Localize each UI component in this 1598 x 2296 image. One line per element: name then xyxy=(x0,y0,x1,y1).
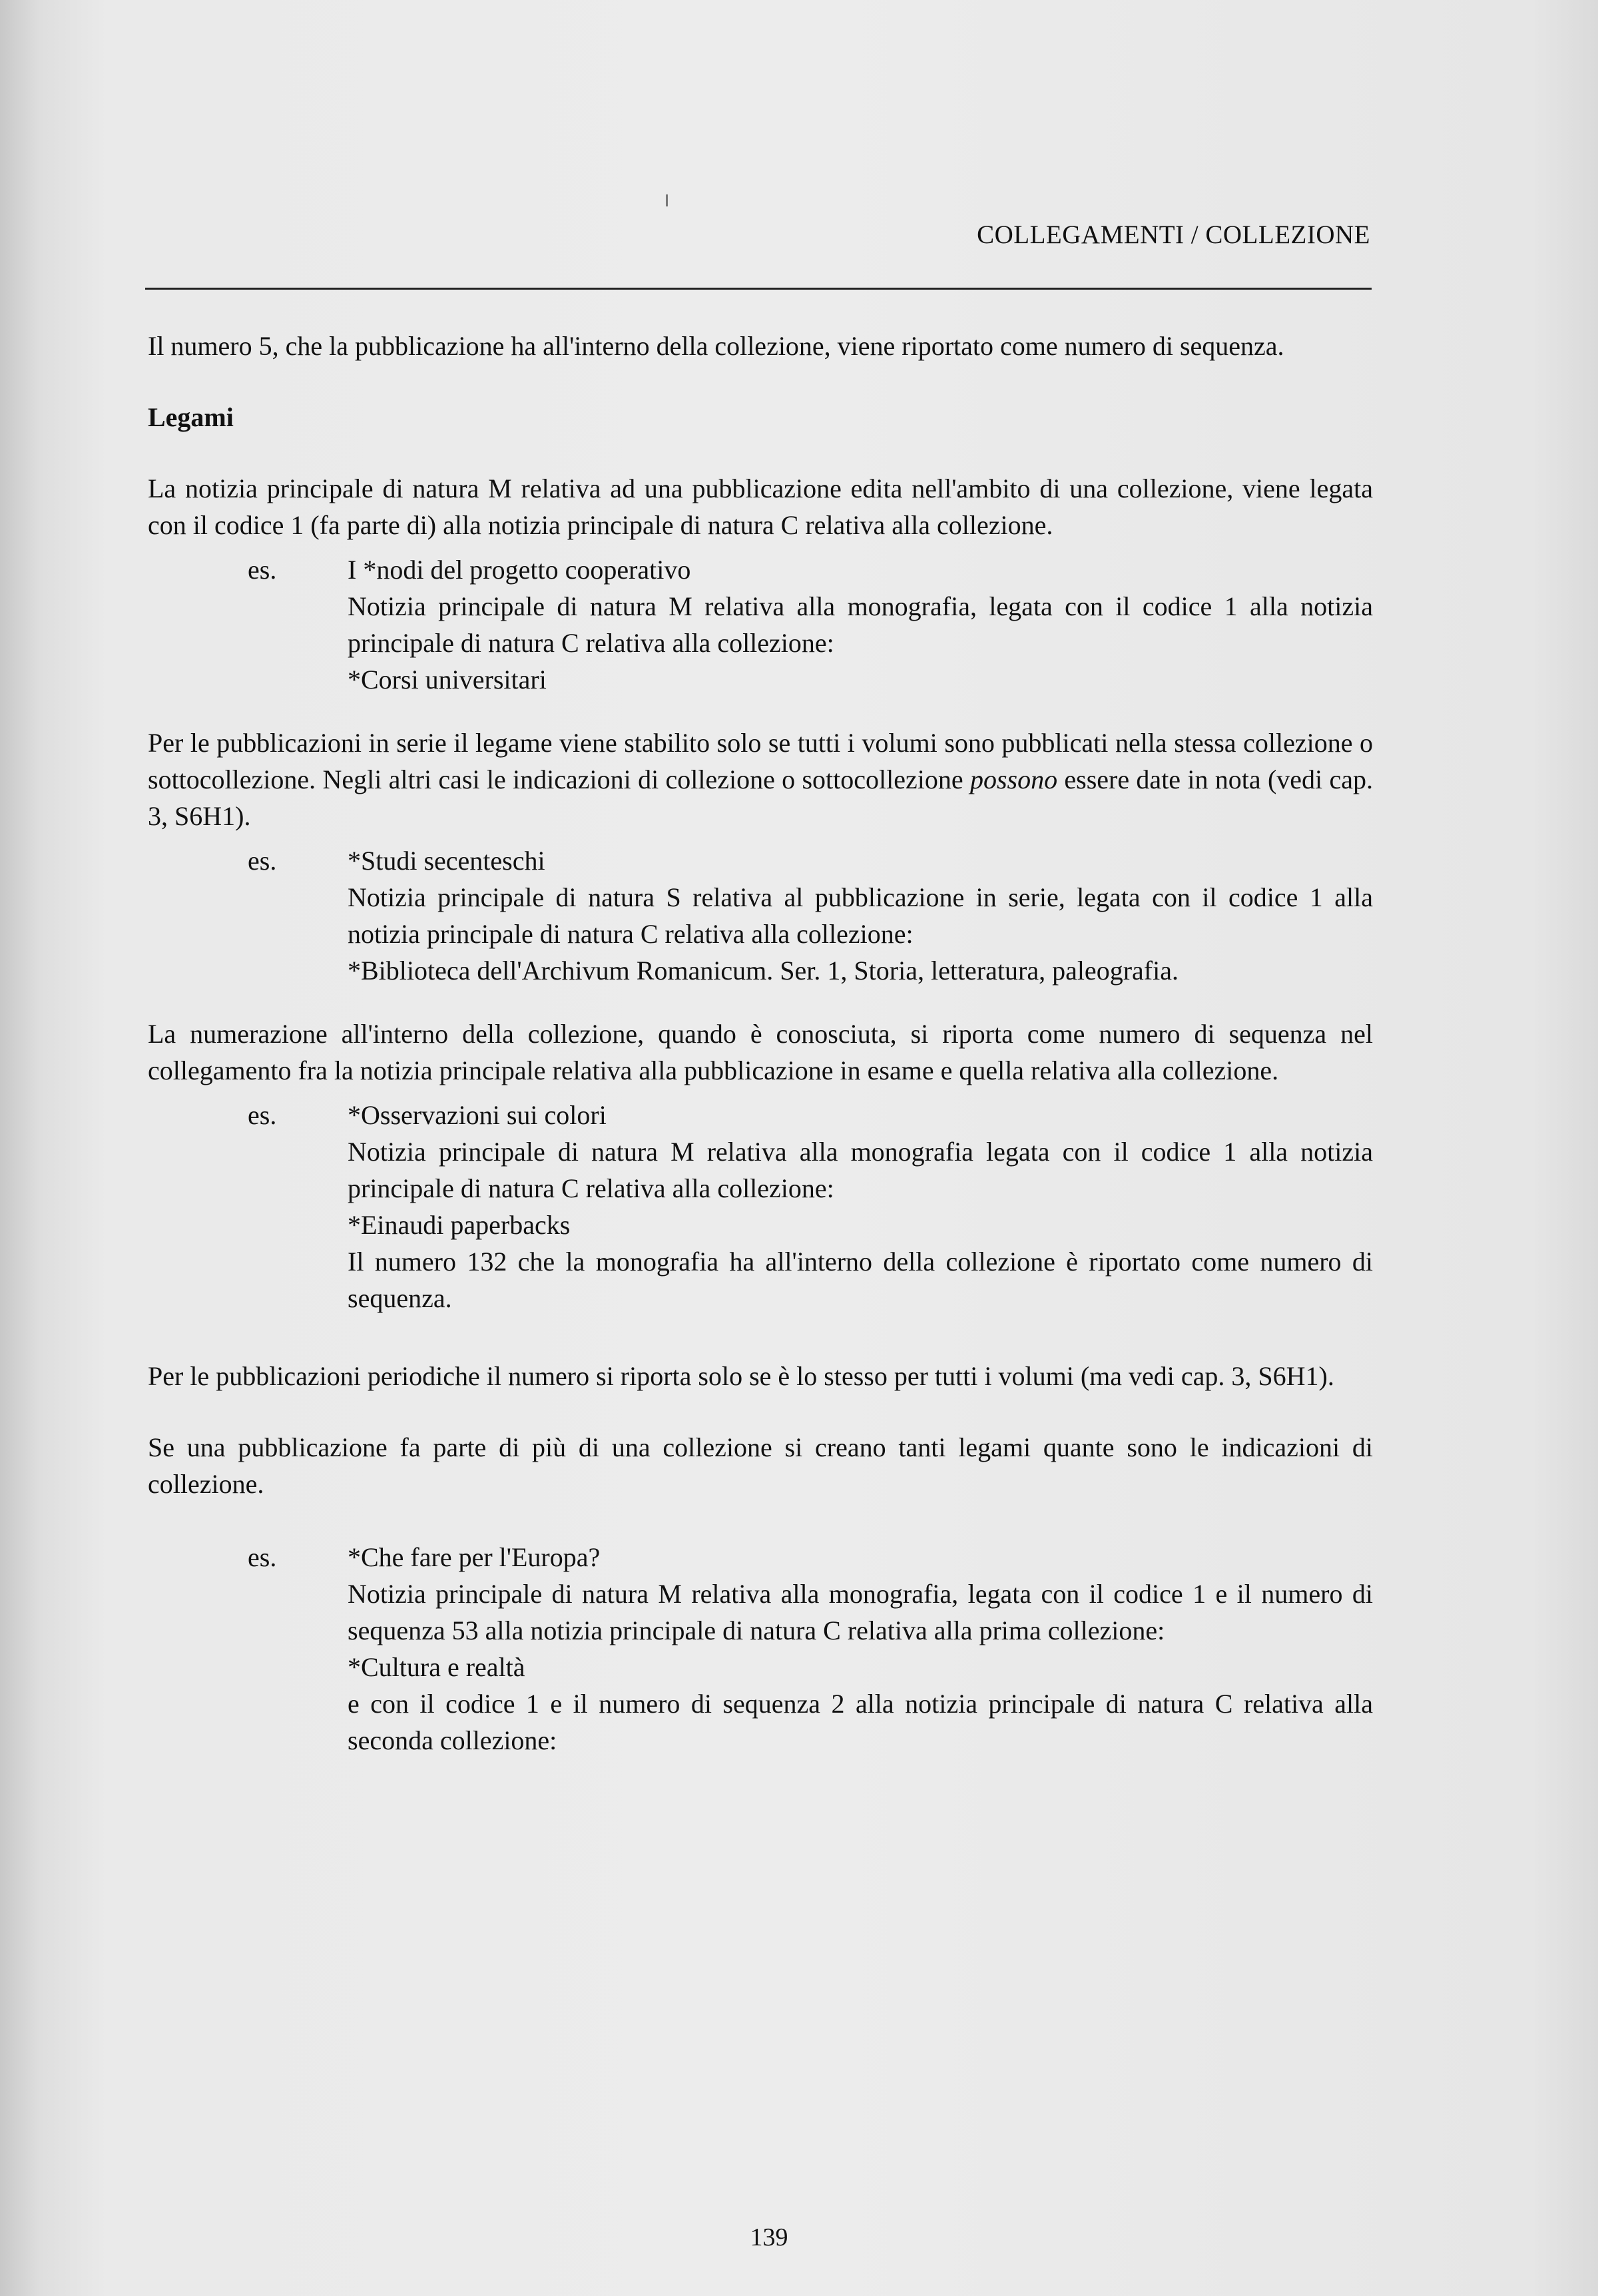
paragraph-serials-text: Per le pubblicazioni in serie il legame viene stabilito solo se tutti i volumi sono pubblicati nella stessa collezione o sottocollezione. Negli altri casi le indicazioni di collezione o sottocollezione xyxy=(148,728,1373,794)
body-text xyxy=(148,328,1373,1759)
example-collection: *Biblioteca dell'Archivum Romanicum. Ser. 1, Storia, letteratura, paleografia. xyxy=(348,956,1179,986)
intro-paragraph: Il numero 5, che la pubblicazione ha all'interno della collezione, viene riportato come numero di sequenza. xyxy=(148,331,1284,361)
example-title: *Osservazioni sui colori xyxy=(348,1100,607,1130)
header-rule xyxy=(145,288,1372,290)
example-description-second: e con il codice 1 e il numero di sequenza 2 alla notizia principale di natura C relativa alla seconda collezione: xyxy=(348,1689,1373,1755)
section-heading: Legami xyxy=(148,402,234,432)
paragraph-serials xyxy=(148,724,1373,834)
example-collection: *Einaudi paperbacks xyxy=(348,1210,571,1240)
paragraph-multiple-collections: Se una pubblicazione fa parte di più di una collezione si creano tanti legami quante sono le indicazioni di collezione. xyxy=(148,1432,1373,1499)
running-header: COLLEGAMENTI / COLLEZIONE xyxy=(977,220,1370,249)
page-number: 139 xyxy=(750,2223,788,2251)
example-description: Notizia principale di natura M relativa alla monografia, legata con il codice 1 e il numero di sequenza 53 alla notizia principale di natura C relativa alla prima collezione: xyxy=(348,1579,1373,1645)
paragraph-numbering: La numerazione all'interno della collezione, quando è conosciuta, si riporta come numero di sequenza nel collegamento fra la notizia principale relativa alla pubblicazione in esame e quella relativa alla collezione. xyxy=(148,1019,1373,1085)
example-label: es. xyxy=(248,1100,277,1130)
paragraph-serials-tail: essere date in nota (vedi cap. 3, S6H1). xyxy=(148,764,1373,831)
example-note: Il numero 132 che la monografia ha all'interno della collezione è riportato come numero di sequenza. xyxy=(348,1247,1373,1313)
paragraph-periodicals: Per le pubblicazioni periodiche il numero si riporta solo se è lo stesso per tutti i volumi (ma vedi cap. 3, S6H1). xyxy=(148,1361,1334,1391)
example-description: Notizia principale di natura M relativa alla monografia, legata con il codice 1 alla notizia principale di natura C relativa alla collezione: xyxy=(348,591,1373,658)
example-collection: *Corsi universitari xyxy=(348,665,547,695)
example-label: es. xyxy=(248,1542,277,1572)
example-title: *Che fare per l'Europa? xyxy=(348,1542,601,1572)
example-description: Notizia principale di natura M relativa alla monografia legata con il codice 1 alla notizia principale di natura C relativa alla collezione: xyxy=(348,1137,1373,1203)
paragraph-link-rule: La notizia principale di natura M relativa ad una pubblicazione edita nell'ambito di una collezione, viene legata con il codice 1 (fa parte di) alla notizia principale di natura C relativa alla collezione. xyxy=(148,473,1373,540)
example-block xyxy=(148,1539,1373,1759)
example-block xyxy=(148,551,1373,698)
example-block xyxy=(148,1097,1373,1316)
example-collection: *Cultura e realtà xyxy=(348,1652,525,1682)
example-block xyxy=(148,842,1373,989)
example-title: I *nodi del progetto cooperativo xyxy=(348,555,691,585)
paragraph-serials-emphasis: possono xyxy=(969,764,1058,794)
example-label: es. xyxy=(248,846,277,876)
scan-mark xyxy=(666,194,668,206)
example-description: Notizia principale di natura S relativa al pubblicazione in serie, legata con il codice 1 alla notizia principale di natura C relativa alla collezione: xyxy=(348,882,1373,949)
example-label: es. xyxy=(248,555,277,585)
example-title: *Studi secenteschi xyxy=(348,846,545,876)
